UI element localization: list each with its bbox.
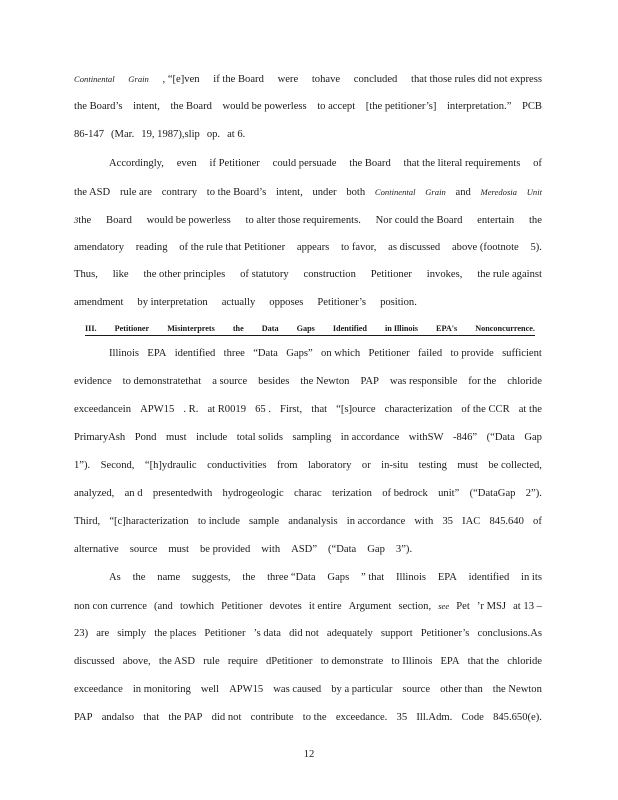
- text-line: [74, 459, 542, 473]
- word: Board: [106, 215, 132, 226]
- word: are: [96, 628, 110, 639]
- word: three “Data: [267, 572, 316, 583]
- word: Third,: [74, 516, 101, 527]
- word: PrimaryAsh: [74, 432, 126, 443]
- word: that: [311, 404, 328, 415]
- heading-word: Misinterprets: [167, 324, 215, 333]
- word: to alter those requirements.: [245, 215, 361, 226]
- word: -846”: [452, 432, 478, 443]
- word: or: [361, 460, 371, 471]
- text-line: [74, 403, 542, 417]
- word: reading: [135, 242, 168, 253]
- page-number: 12: [303, 749, 315, 760]
- word: 35: [442, 516, 453, 527]
- case-name-italic: 3: [74, 215, 79, 225]
- word: 65 .: [255, 404, 271, 415]
- word: if the Board: [213, 74, 264, 85]
- word: Petitioner: [221, 601, 263, 612]
- case-name-italic: Grain: [128, 74, 149, 84]
- word: Petitioner: [204, 628, 246, 639]
- word: to include: [197, 516, 240, 527]
- word: contrary: [161, 187, 198, 198]
- text-line: [74, 487, 542, 501]
- word: to Illinois: [391, 656, 433, 667]
- word: would be powerless: [222, 101, 307, 112]
- word: andanalysis: [288, 516, 338, 527]
- word: did not: [289, 628, 319, 639]
- word: PAP: [360, 376, 379, 387]
- word: by a particular: [331, 684, 393, 695]
- word: actually: [221, 297, 256, 308]
- word: APW15: [140, 404, 175, 415]
- word: of: [533, 158, 542, 169]
- word: from: [276, 460, 298, 471]
- word: on which: [321, 348, 361, 359]
- word: sampling: [292, 432, 332, 443]
- word: that: [143, 712, 160, 723]
- word: section,: [398, 601, 432, 612]
- word: terization: [331, 488, 372, 499]
- word: identified: [468, 572, 510, 583]
- word: “[c]haracterization: [109, 516, 189, 527]
- case-name-italic: Unit: [526, 187, 542, 197]
- word: with: [414, 516, 434, 527]
- word: discussed: [74, 656, 115, 667]
- text-line: [74, 213, 542, 228]
- text-line: [74, 100, 542, 114]
- word: by interpretation: [137, 297, 208, 308]
- word: APW15: [229, 684, 264, 695]
- word: of statutory: [240, 269, 289, 280]
- word: to demonstrate: [320, 656, 384, 667]
- word: support: [380, 628, 413, 639]
- word: presentedwith: [152, 488, 213, 499]
- text-line: [74, 543, 542, 557]
- text-line: [74, 431, 542, 445]
- word: Nor could the Board: [375, 215, 463, 226]
- word: (and: [154, 601, 173, 612]
- word: at R0019: [207, 404, 246, 415]
- text-line: [74, 72, 542, 87]
- word: Code: [461, 712, 484, 723]
- word: name: [157, 572, 181, 583]
- word: must: [165, 432, 187, 443]
- text-line: [74, 515, 542, 529]
- word: Second,: [100, 460, 135, 471]
- word: contribute: [250, 712, 294, 723]
- word: invokes,: [426, 269, 463, 280]
- word: under: [312, 187, 337, 198]
- word: EPA: [437, 572, 457, 583]
- word: ’r MSJ: [476, 601, 507, 612]
- word: Gap: [524, 432, 542, 443]
- word: Thus,: [74, 269, 98, 280]
- word: the ASD: [158, 656, 196, 667]
- word: analyzed,: [74, 488, 115, 499]
- word: Gaps”: [286, 348, 313, 359]
- word: both: [346, 187, 366, 198]
- word: if Petitioner: [209, 158, 260, 169]
- word: were: [277, 74, 299, 85]
- text-line: [74, 711, 542, 725]
- signal-italic: see: [438, 601, 450, 611]
- word: towhich: [179, 601, 215, 612]
- word: intent,: [275, 187, 303, 198]
- word: to accept: [317, 101, 356, 112]
- word: 1”).: [74, 460, 91, 471]
- word: the ASD: [74, 187, 111, 198]
- heading-word: Data: [261, 324, 279, 333]
- word: sufficient: [502, 348, 542, 359]
- word: Illinois: [109, 348, 140, 359]
- word: sample: [249, 516, 280, 527]
- word: in its: [521, 572, 542, 583]
- word: amendatory: [74, 242, 125, 253]
- word: Gap: [367, 544, 385, 555]
- word: well: [200, 684, 220, 695]
- word: (“Data: [328, 544, 357, 555]
- word: “Data: [253, 348, 278, 359]
- word: position.: [380, 297, 417, 308]
- word: (Mar.: [111, 129, 135, 140]
- word: must: [457, 460, 478, 471]
- text-line: [74, 185, 542, 200]
- text-line: [109, 157, 542, 171]
- word: 35: [396, 712, 408, 723]
- word: concluded: [353, 74, 398, 85]
- word: of: [533, 516, 542, 527]
- word: to provide: [450, 348, 494, 359]
- word: at the: [518, 404, 542, 415]
- word: dPetitioner: [265, 656, 313, 667]
- word: adequately: [326, 628, 373, 639]
- word: rule: [203, 656, 220, 667]
- word: 3”).: [395, 544, 413, 555]
- word: Illinois: [396, 572, 427, 583]
- word: conductivities: [207, 460, 267, 471]
- word: simply: [117, 628, 147, 639]
- word: must: [168, 544, 189, 555]
- word: would be powerless: [146, 215, 231, 226]
- word: for the: [468, 376, 497, 387]
- heading-word: Gaps: [296, 324, 315, 333]
- word: 86-147: [74, 129, 105, 140]
- word: chloride: [507, 656, 542, 667]
- word: laboratory: [307, 460, 352, 471]
- word: like: [112, 269, 129, 280]
- word: be collected,: [488, 460, 542, 471]
- word: in monitoring: [132, 684, 191, 695]
- word: Accordingly,: [109, 158, 164, 169]
- word: opposes: [269, 297, 304, 308]
- word: failed: [418, 348, 443, 359]
- word: the: [528, 215, 542, 226]
- word: EPA: [440, 656, 460, 667]
- word: to the: [302, 712, 327, 723]
- word: entertain: [477, 215, 515, 226]
- word: . R.: [183, 404, 199, 415]
- word: an d: [124, 488, 143, 499]
- word: ASD”: [291, 544, 318, 555]
- word: chloride: [507, 376, 542, 387]
- word: of the CCR: [461, 404, 510, 415]
- text-line: [74, 241, 542, 255]
- word: the: [78, 215, 92, 226]
- word: include: [196, 432, 228, 443]
- word: at 6.: [227, 129, 246, 140]
- word: the places: [154, 628, 197, 639]
- word: IAC: [462, 516, 481, 527]
- word: source: [129, 544, 158, 555]
- word: , “[e]ven: [162, 74, 200, 85]
- word: be provided: [199, 544, 251, 555]
- heading-numeral: III.: [85, 324, 97, 333]
- word: testing: [418, 460, 447, 471]
- word: 19, 1987),slip: [141, 129, 200, 140]
- text-line: [74, 599, 542, 614]
- word: PAP: [74, 712, 93, 723]
- word: 23): [74, 628, 89, 639]
- text-line: [74, 375, 542, 389]
- word: Petitioner: [370, 269, 412, 280]
- word: to demonstratethat: [122, 376, 202, 387]
- word: Pet: [456, 601, 470, 612]
- word: 845.640: [489, 516, 524, 527]
- word: of bedrock: [382, 488, 428, 499]
- word: Gaps: [327, 572, 350, 583]
- word: unit”: [438, 488, 460, 499]
- word: the Newton: [492, 684, 542, 695]
- word: with: [261, 544, 281, 555]
- word: “[h]ydraulic: [144, 460, 197, 471]
- word: source: [402, 684, 431, 695]
- word: appears: [296, 242, 330, 253]
- word: the: [132, 572, 146, 583]
- word: require: [227, 656, 258, 667]
- word: was caused: [273, 684, 322, 695]
- word: as discussed: [388, 242, 441, 253]
- word: ” that: [360, 572, 385, 583]
- word: in accordance: [346, 516, 406, 527]
- word: could persuade: [272, 158, 337, 169]
- heading-word: Identified: [332, 324, 367, 333]
- word: charac: [294, 488, 322, 499]
- case-name-italic: Meredosia: [480, 187, 517, 197]
- word: even: [176, 158, 197, 169]
- word: above (footnote: [451, 242, 519, 253]
- text-line: [74, 655, 542, 669]
- word: hydrogeologic: [222, 488, 284, 499]
- heading-word: Nonconcurrence.: [475, 324, 535, 333]
- word: suggests,: [192, 572, 231, 583]
- word: the: [242, 572, 256, 583]
- word: amendment: [74, 297, 124, 308]
- heading-word: the: [232, 324, 244, 333]
- word: (“Data: [486, 432, 515, 443]
- word: withSW: [408, 432, 444, 443]
- word: Ill.Adm.: [416, 712, 453, 723]
- word: three: [223, 348, 245, 359]
- word: 2”).: [525, 488, 542, 499]
- text-line: [74, 627, 542, 641]
- word: in-situ: [381, 460, 409, 471]
- word: the Board: [349, 158, 391, 169]
- word: and: [455, 187, 471, 198]
- word: Argument: [348, 601, 392, 612]
- text-line: [74, 683, 542, 697]
- heading-word: EPA's: [435, 324, 458, 333]
- word: that the literal requirements: [403, 158, 521, 169]
- word: besides: [258, 376, 290, 387]
- word: Pond: [134, 432, 157, 443]
- word: that the: [467, 656, 500, 667]
- word: ’s data: [253, 628, 281, 639]
- text-line: [109, 571, 542, 585]
- word: andalso: [101, 712, 135, 723]
- word: op.: [206, 129, 221, 140]
- word: “[s]ource: [336, 404, 376, 415]
- section-heading: [85, 322, 535, 336]
- word: was responsible: [389, 376, 458, 387]
- text-line: [74, 268, 542, 282]
- word: did not: [211, 712, 242, 723]
- word: exceedance.: [335, 712, 388, 723]
- case-name-italic: Continental: [74, 74, 115, 84]
- word: that those rules did not express: [411, 74, 542, 85]
- word: it entire: [308, 601, 342, 612]
- word: exceedance: [74, 684, 123, 695]
- word: non con currence: [74, 601, 147, 612]
- word: other than: [440, 684, 483, 695]
- word: identified: [174, 348, 216, 359]
- word: conclusions.As: [477, 628, 542, 639]
- text-line: [74, 128, 542, 142]
- word: EPA: [147, 348, 167, 359]
- word: exceedancein: [74, 404, 132, 415]
- word: evidence: [74, 376, 112, 387]
- word: As: [109, 572, 121, 583]
- word: (“DataGap: [469, 488, 516, 499]
- word: 845.650(e).: [493, 712, 542, 723]
- word: to the Board’s: [206, 187, 267, 198]
- word: total solids: [236, 432, 283, 443]
- word: Petitioner’s: [420, 628, 470, 639]
- word: 5).: [530, 242, 542, 253]
- case-name-italic: Continental: [374, 187, 416, 197]
- word: characterization: [384, 404, 453, 415]
- text-line: [74, 296, 542, 310]
- word: the rule against: [477, 269, 542, 280]
- word-group: [74, 213, 91, 228]
- word: intent,: [133, 101, 160, 112]
- word: [the petitioner’s]: [365, 101, 437, 112]
- word: Petitioner’s: [317, 297, 367, 308]
- heading-word: in Illinois: [384, 324, 418, 333]
- word: the PAP: [168, 712, 203, 723]
- word: PCB: [521, 101, 542, 112]
- word: the Newton: [300, 376, 350, 387]
- word: construction: [303, 269, 356, 280]
- word: First,: [280, 404, 303, 415]
- word: at 13 –: [513, 601, 542, 612]
- case-name-italic: Grain: [425, 187, 446, 197]
- text-line: [109, 347, 542, 361]
- word: rule are: [119, 187, 152, 198]
- word: interpretation.”: [446, 101, 512, 112]
- word: the other principles: [143, 269, 226, 280]
- word: the Board’s: [74, 101, 123, 112]
- word: of the rule that Petitioner: [179, 242, 286, 253]
- word: the Board: [170, 101, 212, 112]
- word: devotes: [269, 601, 302, 612]
- word: in accordance: [340, 432, 400, 443]
- word: tohave: [311, 74, 341, 85]
- word: Petitioner: [368, 348, 410, 359]
- word: a source: [212, 376, 248, 387]
- heading-word: Petitioner: [114, 324, 150, 333]
- word: above,: [122, 656, 151, 667]
- word: to favor,: [340, 242, 377, 253]
- word: alternative: [74, 544, 119, 555]
